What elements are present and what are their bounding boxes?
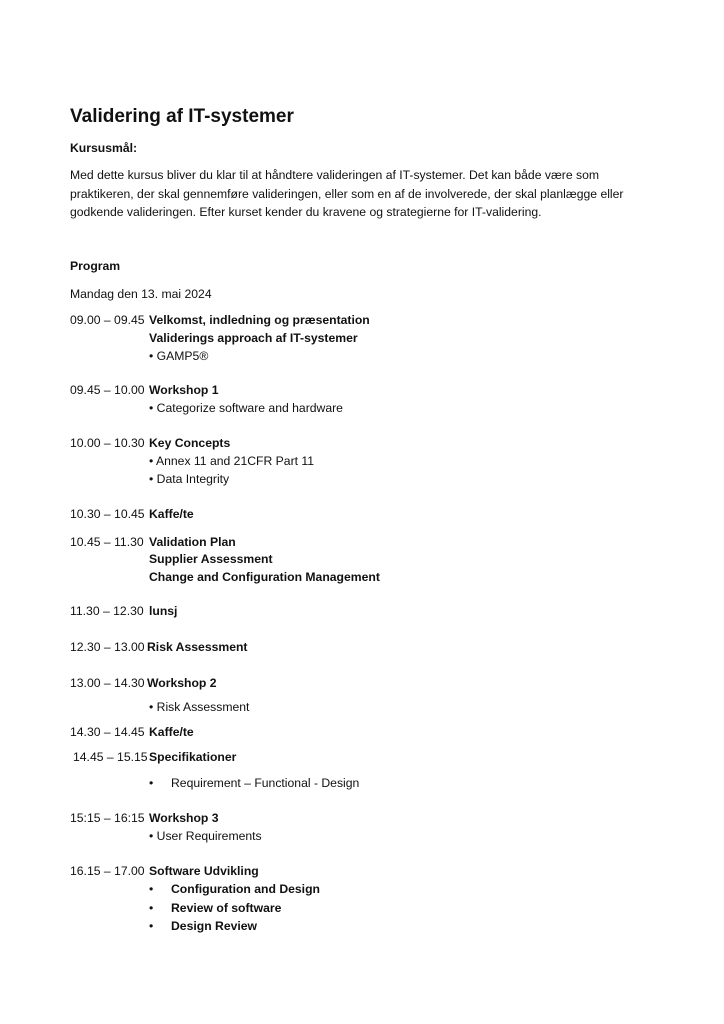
slot-bullet: Design Review xyxy=(171,919,258,933)
slot-title: Specifikationer xyxy=(149,750,237,764)
slot-time: 11.30 – 12.30 xyxy=(70,604,144,618)
slot-time: 10.00 – 10.30 xyxy=(70,436,145,450)
intro-line-2: praktikeren, der skal gennemføre valideringen, eller som en af de involverede, der skal planlægge eller xyxy=(70,186,624,201)
slot-bullet: Requirement – Functional - Design xyxy=(171,776,360,790)
bullet-mark: • xyxy=(149,882,154,896)
slot-title: Risk Assessment xyxy=(147,640,248,654)
slot-title: Kaffe/te xyxy=(149,725,194,739)
page-title: Validering af IT-systemer xyxy=(70,106,294,127)
intro-line-1: Med dette kursus bliver du klar til at håndtere valideringen af IT-systemer. Det kan både være som xyxy=(70,168,600,182)
program-heading: Program xyxy=(70,259,121,273)
slot-time: 15:15 – 16:15 xyxy=(70,811,145,825)
slot-bullet: • GAMP5® xyxy=(149,349,209,363)
slot-bullet: • Annex 11 and 21CFR Part 11 xyxy=(149,454,315,468)
slot-time: 09.00 – 09.45 xyxy=(70,313,145,327)
bullet-mark: • xyxy=(149,776,154,790)
slot-subtitle: Validerings approach af IT-systemer xyxy=(149,331,358,345)
slot-title: Validation Plan xyxy=(149,535,236,549)
slot-time: 14.45 – 15.15 xyxy=(73,750,148,764)
slot-title: Workshop 1 xyxy=(149,383,219,397)
slot-title: Key Concepts xyxy=(149,436,231,450)
slot-time: 16.15 – 17.00 xyxy=(70,864,145,878)
slot-bullet: • Categorize software and hardware xyxy=(149,401,343,415)
bullet-mark: • xyxy=(149,901,154,915)
slot-time: 13.00 – 14.30 xyxy=(70,676,145,690)
intro-line-3: godkende valideringen. Efter kurset kender du kravene og strategierne for IT-validering. xyxy=(70,205,542,219)
slot-time: 10.45 – 11.30 xyxy=(70,535,144,549)
goal-heading: Kursusmål: xyxy=(70,141,138,155)
slot-bullet: • User Requirements xyxy=(149,829,262,843)
slot-title: lunsj xyxy=(149,604,178,618)
slot-bullet: Configuration and Design xyxy=(171,882,320,896)
slot-time: 14.30 – 14.45 xyxy=(70,725,145,739)
slot-time: 10.30 – 10.45 xyxy=(70,507,145,521)
slot-title: Software Udvikling xyxy=(149,864,259,878)
slot-subtitle: Change and Configuration Management xyxy=(149,570,380,584)
slot-bullet: Review of software xyxy=(171,901,282,915)
slot-time: 09.45 – 10.00 xyxy=(70,383,145,397)
slot-bullet: • Risk Assessment xyxy=(149,700,250,714)
slot-subtitle: Supplier Assessment xyxy=(149,552,273,566)
bullet-mark: • xyxy=(149,919,154,933)
date-line: Mandag den 13. mai 2024 xyxy=(70,287,212,301)
slot-title: Velkomst, indledning og præsentation xyxy=(149,313,370,327)
slot-bullet: • Data Integrity xyxy=(149,472,230,486)
slot-title: Workshop 3 xyxy=(149,811,219,825)
slot-title: Kaffe/te xyxy=(149,507,194,521)
slot-title: Workshop 2 xyxy=(147,676,217,690)
slot-time: 12.30 – 13.00 xyxy=(70,640,145,654)
